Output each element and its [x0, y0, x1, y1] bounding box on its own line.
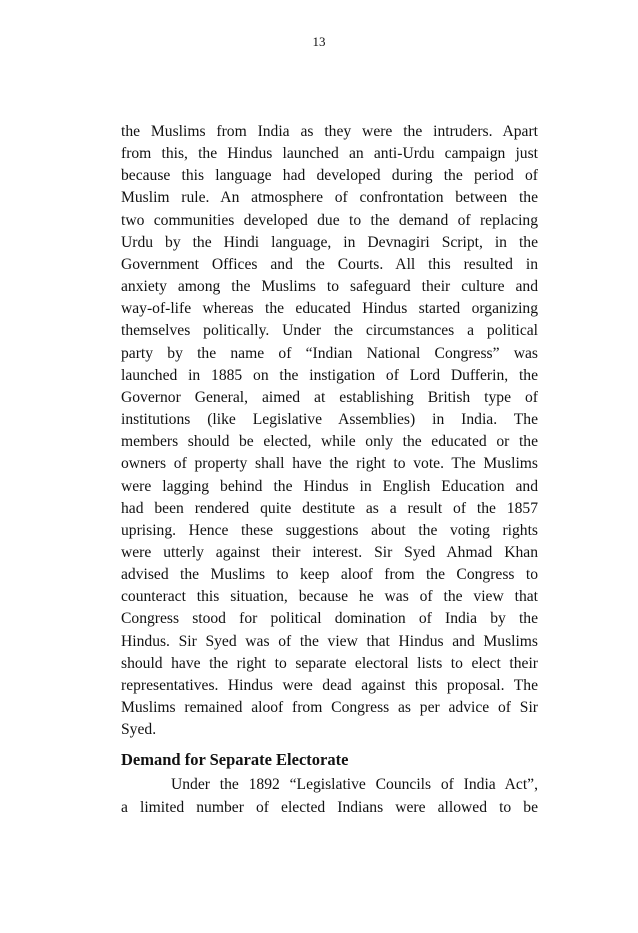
text-line: a limited number of elected Indians were allowed to be — [121, 798, 538, 816]
text-line: Under the 1892 “Legislative Councils of India Act”, — [171, 776, 538, 794]
text-line: anxiety among the Muslims to safeguard their culture and — [121, 278, 538, 296]
page-body — [121, 121, 538, 819]
text-line: should have the right to separate electoral lists to elect their — [121, 654, 538, 672]
text-line: owners of property shall have the right to vote. The Muslims — [121, 455, 538, 473]
text-line: themselves politically. Under the circumstances a political — [121, 322, 538, 340]
text-line: party by the name of “Indian National Congress” was — [121, 344, 538, 362]
text-line: were lagging behind the Hindus in English Education and — [121, 477, 538, 495]
text-line: Government Offices and the Courts. All this resulted in — [121, 255, 538, 273]
text-line: Muslims remained aloof from Congress as per advice of Sir — [121, 699, 538, 717]
text-line: advised the Muslims to keep aloof from the Congress to — [121, 566, 538, 584]
paragraph-intruders-congress — [121, 121, 538, 741]
paragraph-legislative-councils — [121, 774, 538, 818]
text-line: representatives. Hindus were dead against this proposal. The — [121, 676, 538, 694]
text-line: institutions (like Legislative Assemblies) in India. The — [121, 411, 538, 429]
page-number: 13 — [312, 34, 326, 49]
text-line: way-of-life whereas the educated Hindus started organizing — [121, 300, 538, 318]
text-line: Muslim rule. An atmosphere of confrontation between the — [121, 189, 538, 207]
text-line: Syed. — [121, 721, 157, 739]
text-line: Governor General, aimed at establishing British type of — [121, 388, 538, 406]
text-line: members should be elected, while only the educated or the — [121, 433, 538, 451]
text-line: Urdu by the Hindi language, in Devnagiri Script, in the — [121, 233, 538, 251]
text-line: two communities developed due to the demand of replacing — [121, 211, 538, 229]
text-line: from this, the Hindus launched an anti-Urdu campaign just — [121, 145, 538, 163]
section-heading: Demand for Separate Electorate — [121, 750, 349, 770]
text-line: counteract this situation, because he was of the view that — [121, 588, 538, 606]
text-line: Hindus. Sir Syed was of the view that Hindus and Muslims — [121, 632, 538, 650]
text-line: were utterly against their interest. Sir Syed Ahmad Khan — [121, 543, 538, 561]
text-line: launched in 1885 on the instigation of Lord Dufferin, the — [121, 366, 538, 384]
text-line: Congress stood for political domination of India by the — [121, 610, 538, 628]
text-line: uprising. Hence these suggestions about the voting rights — [121, 521, 538, 539]
text-line: the Muslims from India as they were the intruders. Apart — [121, 123, 538, 140]
text-line: had been rendered quite destitute as a result of the 1857 — [121, 499, 538, 517]
text-line: because this language had developed during the period of — [121, 167, 538, 185]
